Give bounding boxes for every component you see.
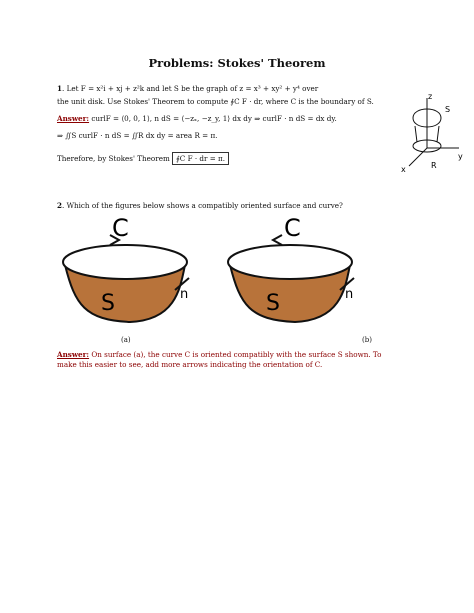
problem-1-line-2: the unit disk. Use Stokes' Theorem to compute ∮C F · dr, where C is the boundary of S. xyxy=(57,97,374,106)
sketch-x-label: x xyxy=(401,165,406,174)
answer-1-line-2: ⇒ ∬S curlF · n dS = ∬R dx dy = area R = π. xyxy=(57,131,218,140)
answer-1-text-3: Therefore, by Stokes' Theorem xyxy=(57,154,170,163)
figure-b-normal-label: n xyxy=(345,287,354,302)
figure-b-arrow xyxy=(273,235,282,245)
answer-1-line-1 xyxy=(57,114,337,123)
figure-b-boundary xyxy=(228,245,352,279)
figure-a-surface-label: S xyxy=(101,291,115,316)
figure-b-surface-label: S xyxy=(266,291,280,316)
answer-2-line-1 xyxy=(57,350,382,359)
sketch-r-label: R xyxy=(431,161,437,170)
answer-2-line-2: make this easier to see, add more arrows indicating the orientation of C. xyxy=(57,360,323,369)
problem-1-line-1: 1. Let F = x²i + xj + z²k and let S be the graph of z = x³ + xy² + y⁴ over xyxy=(57,84,319,93)
answer-2-text-1: On surface (a), the curve C is oriented compatibly with the surface S shown. To xyxy=(91,350,382,359)
figure-a-boundary xyxy=(63,245,187,279)
answer-1-text-1: curlF = ⟨0, 0, 1⟩, n dS = ⟨−zₓ, −z_y, 1⟩ dx dy ⇒ curlF · n dS = dx dy. xyxy=(91,114,337,123)
sketch-z-label: z xyxy=(428,92,433,101)
problem-2-question: Which of the figures below shows a compatibly oriented surface and curve? xyxy=(66,201,343,210)
page-title: Problems: Stokes' Theorem xyxy=(148,56,326,70)
figure-a-curve-label: C xyxy=(112,214,129,242)
figure-a xyxy=(55,210,205,340)
figure-a-normal-label: n xyxy=(180,287,189,302)
answer-1-line-3 xyxy=(57,154,229,163)
figure-a-caption: (a) xyxy=(121,336,131,344)
answer-label-1: Answer: xyxy=(57,114,90,123)
problem-2-number: 2 xyxy=(57,201,63,210)
sketch-y-label: y xyxy=(458,152,463,161)
figure-b xyxy=(220,210,370,340)
answer-label-2: Answer: xyxy=(57,350,90,359)
problem-1-text-1: Let F = x²i + xj + z²k and let S be the graph of z = x³ + xy² + y⁴ over xyxy=(66,84,319,93)
problem-2-line: 2. Which of the figures below shows a compatibly oriented surface and curve? xyxy=(57,201,343,210)
problem-1-number: 1 xyxy=(57,84,63,93)
answer-1-boxed-result: ∮C F · dr = π. xyxy=(172,152,229,165)
figure-b-curve-label: C xyxy=(284,214,301,242)
surface-sketch xyxy=(395,90,465,175)
sketch-s-label: S xyxy=(445,105,451,114)
figure-b-caption: (b) xyxy=(362,336,372,344)
